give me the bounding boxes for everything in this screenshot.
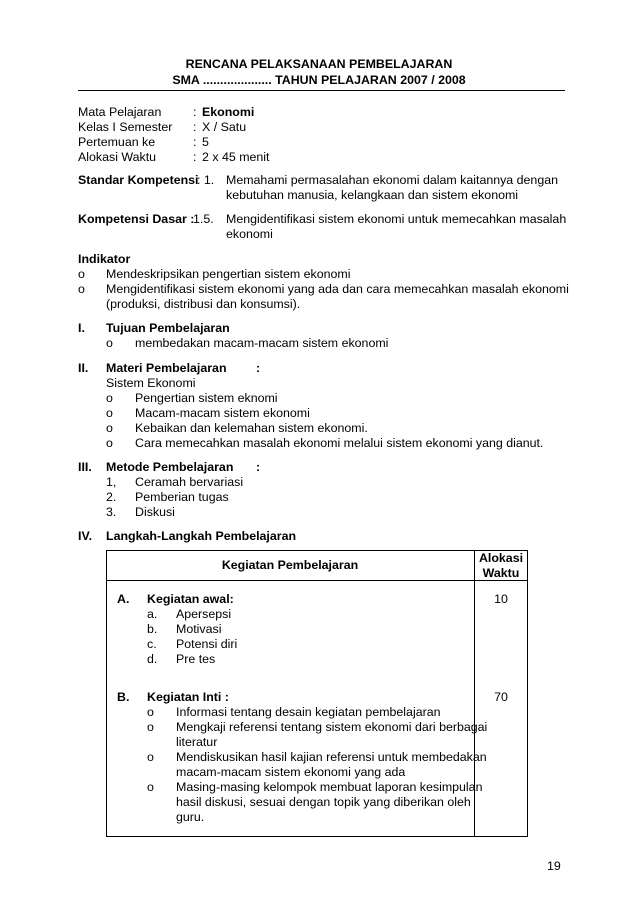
indikator-item-continued: (produksi, distribusi dan konsumsi). bbox=[106, 297, 301, 311]
info-sep: : bbox=[193, 120, 197, 134]
info-sep: : bbox=[193, 105, 197, 119]
row-title-kegiatan-inti: Kegiatan Inti : bbox=[147, 690, 229, 704]
info-value-pertemuan: 5 bbox=[202, 135, 209, 149]
materi-item: Kebaikan dan kelemahan sistem ekonomi. bbox=[135, 421, 368, 435]
indikator-item: Mengidentifikasi sistem ekonomi yang ada dan cara memecahkan masalah ekonomi bbox=[106, 282, 569, 296]
section-heading-materi: Materi Pembelajaran bbox=[106, 361, 227, 375]
bullet-icon: o bbox=[147, 705, 154, 719]
bullet-icon: o bbox=[106, 436, 113, 450]
info-sep: : bbox=[193, 150, 197, 164]
metode-number: 1, bbox=[106, 475, 117, 489]
list-item: Potensi diri bbox=[176, 637, 238, 651]
standar-kompetensi-number: : 1. bbox=[197, 173, 215, 187]
row-letter: B. bbox=[117, 690, 130, 704]
metode-item: Pemberian tugas bbox=[135, 490, 229, 504]
info-label-mapel: Mata Pelajaran bbox=[78, 105, 162, 119]
list-item-continued: literatur bbox=[176, 735, 218, 749]
table-header-alokasi: Alokasi bbox=[478, 551, 524, 565]
list-marker: b. bbox=[147, 622, 158, 636]
kompetensi-dasar-label: Kompetensi Dasar : bbox=[78, 212, 195, 226]
metode-number: 3. bbox=[106, 505, 117, 519]
info-label-pertemuan: Pertemuan ke bbox=[78, 135, 156, 149]
list-item: Motivasi bbox=[176, 622, 222, 636]
info-label-kelas: Kelas I Semester bbox=[78, 120, 173, 134]
table-border-top bbox=[106, 550, 528, 551]
materi-item: Macam-macam sistem ekonomi bbox=[135, 406, 310, 420]
list-item: Apersepsi bbox=[176, 607, 232, 621]
kompetensi-dasar-number: 1.5. bbox=[193, 212, 214, 226]
header-rule bbox=[78, 90, 565, 91]
materi-subheading: Sistem Ekonomi bbox=[106, 376, 196, 390]
section-colon: : bbox=[256, 460, 261, 474]
metode-number: 2. bbox=[106, 490, 117, 504]
materi-item: Pengertian sistem eknomi bbox=[135, 391, 278, 405]
bullet-icon: o bbox=[147, 750, 154, 764]
standar-kompetensi-label: Standar Kompetensi bbox=[78, 173, 199, 187]
bullet-icon: o bbox=[78, 282, 85, 296]
bullet-icon: o bbox=[147, 780, 154, 794]
info-value-kelas: X / Satu bbox=[202, 120, 247, 134]
standar-kompetensi-text-2: kebutuhan manusia, kelangkaan dan sistem ekonomi bbox=[226, 188, 519, 202]
table-header-border bbox=[106, 580, 528, 581]
metode-item: Ceramah bervariasi bbox=[135, 475, 244, 489]
row-time: 10 bbox=[494, 592, 508, 606]
list-item: Mendiskusikan hasil kajian referensi untuk membedakan bbox=[176, 750, 487, 764]
table-header-kegiatan: Kegiatan Pembelajaran bbox=[221, 558, 359, 572]
section-number: III. bbox=[78, 460, 92, 474]
list-item: Mengkaji referensi tentang sistem ekonomi dari berbagai bbox=[176, 720, 488, 734]
info-value-mapel: Ekonomi bbox=[202, 105, 255, 119]
info-label-alokasi: Alokasi Waktu bbox=[78, 150, 157, 164]
row-title-kegiatan-awal: Kegiatan awal: bbox=[147, 592, 234, 606]
materi-item: Cara memecahkan masalah ekonomi melalui sistem ekonomi yang dianut. bbox=[135, 436, 544, 450]
kompetensi-dasar-text-1: Mengidentifikasi sistem ekonomi untuk memecahkan masalah bbox=[226, 212, 567, 226]
document-subtitle: SMA .................... TAHUN PELAJARAN 2007 / 2008 bbox=[172, 73, 466, 87]
list-item: Pre tes bbox=[176, 652, 216, 666]
list-item-continued: macam-macam sistem ekonomi yang ada bbox=[176, 765, 406, 779]
bullet-icon: o bbox=[147, 720, 154, 734]
page-number: 19 bbox=[547, 859, 561, 873]
section-number: II. bbox=[78, 361, 89, 375]
info-sep: : bbox=[193, 135, 197, 149]
section-number: IV. bbox=[78, 529, 93, 543]
list-marker: c. bbox=[147, 637, 157, 651]
list-item-continued: hasil diskusi, sesuai dengan topik yang diberikan oleh bbox=[176, 795, 471, 809]
section-colon: : bbox=[256, 361, 261, 375]
info-value-alokasi: 2 x 45 menit bbox=[202, 150, 270, 164]
indikator-item: Mendeskripsikan pengertian sistem ekonomi bbox=[106, 267, 351, 281]
bullet-icon: o bbox=[106, 391, 113, 405]
list-item-continued: guru. bbox=[176, 810, 205, 824]
bullet-icon: o bbox=[106, 336, 113, 350]
section-heading-metode: Metode Pembelajaran bbox=[106, 460, 234, 474]
bullet-icon: o bbox=[106, 406, 113, 420]
metode-item: Diskusi bbox=[135, 505, 175, 519]
kompetensi-dasar-text-2: ekonomi bbox=[226, 227, 273, 241]
row-time: 70 bbox=[494, 690, 508, 704]
row-letter: A. bbox=[117, 592, 130, 606]
list-item: Informasi tentang desain kegiatan pembelajaran bbox=[176, 705, 441, 719]
table-border-bottom bbox=[106, 836, 528, 837]
standar-kompetensi-text-1: Memahami permasalahan ekonomi dalam kaitannya dengan bbox=[226, 173, 558, 187]
bullet-icon: o bbox=[106, 421, 113, 435]
section-heading-tujuan: Tujuan Pembelajaran bbox=[106, 321, 230, 335]
table-border-left bbox=[106, 550, 107, 837]
section-number: I. bbox=[78, 321, 85, 335]
section-heading-langkah: Langkah-Langkah Pembelajaran bbox=[106, 529, 297, 543]
bullet-icon: o bbox=[78, 267, 85, 281]
list-marker: a. bbox=[147, 607, 158, 621]
indikator-heading: Indikator bbox=[78, 252, 131, 266]
list-marker: d. bbox=[147, 652, 158, 666]
document-title: RENCANA PELAKSANAAN PEMBELAJARAN bbox=[185, 57, 453, 71]
table-header-waktu: Waktu bbox=[482, 566, 520, 580]
list-item: Masing-masing kelompok membuat laporan kesimpulan bbox=[176, 780, 483, 794]
tujuan-item: membedakan macam-macam sistem ekonomi bbox=[135, 336, 389, 350]
